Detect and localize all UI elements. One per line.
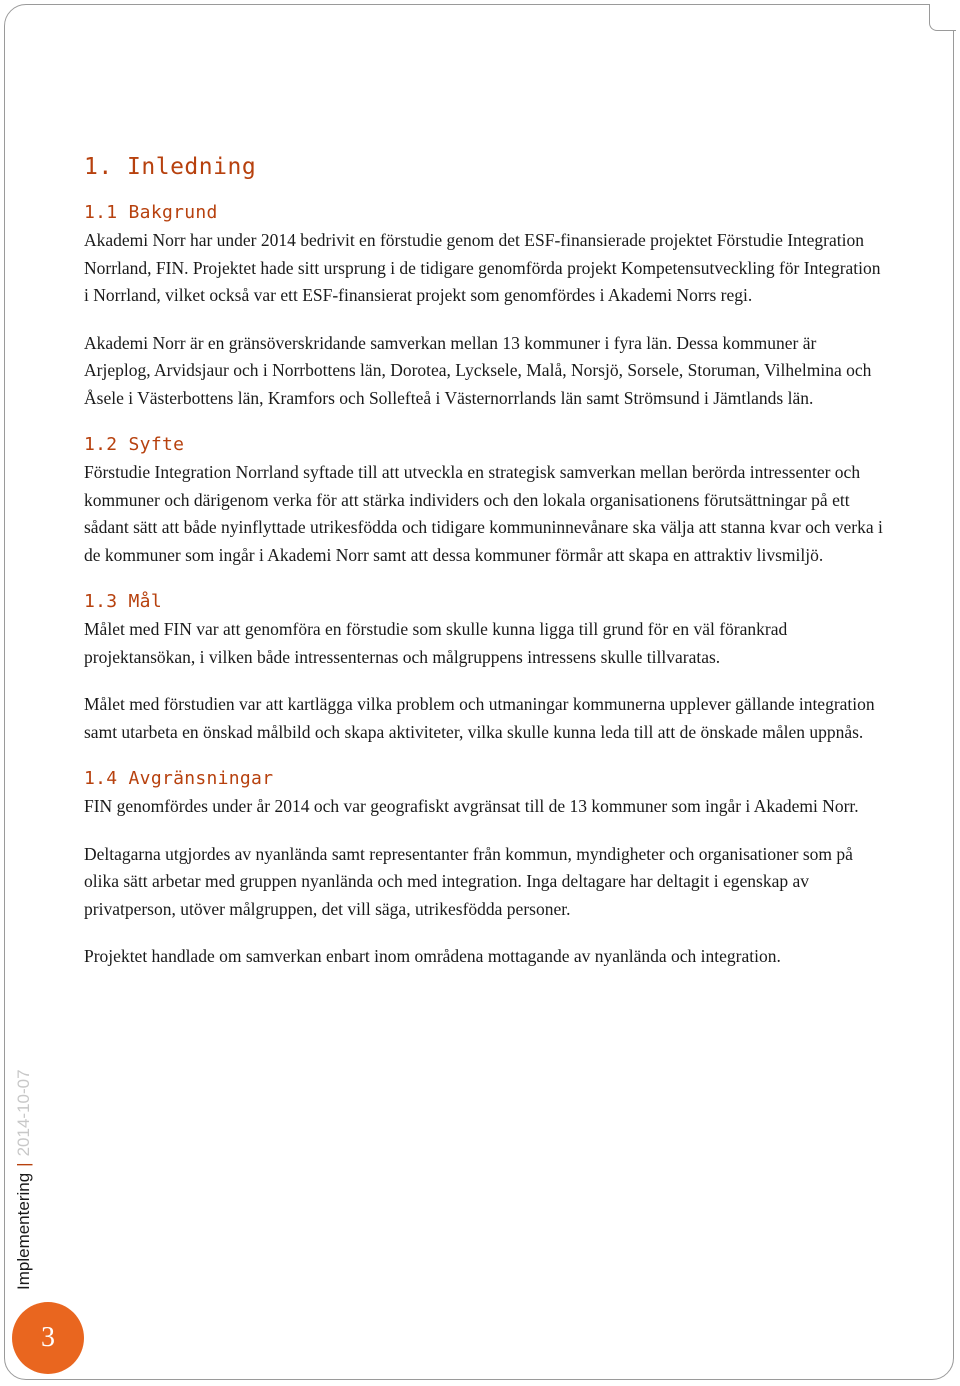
paragraph-mal-1: Målet med FIN var att genomföra en förstudie som skulle kunna ligga till grund för en väl förankrad projektansökan, i vilken både intressenternas och målgruppens intressens skulle tillvaratas. [84, 619, 788, 667]
paragraph-avgransningar-3: Projektet handlade om samverkan enbart inom områdena mottagande av nyanlända och integration. [84, 946, 781, 966]
section-heading-mal: 1.3 Mål [84, 591, 162, 612]
page-number: 3 [41, 1322, 55, 1353]
paragraph-syfte-1: Förstudie Integration Norrland syftade till att utveckla en strategisk samverkan mellan berörda intressenter och kommuner och därigenom verka för att stärka individers och den lokala organisationens förutsättningar på ett sådant sätt att både nyinflyttade utrikesfödda och tidigare kommuninnevånare ska välja att stanna kvar och verka i de kommuner som ingår i Akademi Norr samt att dessa kommuner förmår att skapa en attraktiv livsmiljö. [84, 462, 883, 565]
paragraph-bakgrund-2: Akademi Norr är en gränsöverskridande samverkan mellan 13 kommuner i fyra län. Dessa kommuner är Arjeplog, Arvidsjaur och i Norrbottens län, Dorotea, Lycksele, Malå, Norsjö, Sorsele, Storuman, Vilhelmina och Åsele i Västerbottens län, Kramfors och Sollefteå i Västernorrlands län samt Strömsund i Jämtlands län. [84, 332, 872, 408]
sidebar-date: 2014-10-07 [14, 1069, 33, 1157]
section-heading-avgransningar: 1.4 Avgränsningar [84, 768, 274, 789]
paragraph-avgransningar-2: Deltagarna utgjordes av nyanlända samt representanter från kommun, myndigheter och organisationer som på olika sätt arbetar med gruppen nyanlända och med integration. Inga deltagare har deltagit i egenskap av privatperson, utöver målgruppen, det vill säga, utrikesfödda personer. [84, 843, 853, 919]
section-heading-bakgrund: 1.1 Bakgrund [84, 202, 218, 223]
chapter-heading: 1. Inledning [84, 154, 257, 180]
paragraph-mal-2: Målet med förstudien var att kartlägga vilka problem och utmaningar kommunerna upplever gällande integration samt utarbeta en önskad målbild och skapa aktiviteter, vilka skulle kunna leda till att de önskade målen uppnås. [84, 694, 875, 742]
section-heading-syfte: 1.2 Syfte [84, 434, 185, 455]
paragraph-bakgrund-1: Akademi Norr har under 2014 bedrivit en förstudie genom det ESF-finansierade projektet Förstudie Integration Norrland, FIN. Projektet hade sitt ursprung i de tidigare genomförda projekt Kompetensutveckling för Integration i Norrland, vilket också var ett ESF-finansierat projekt som genomfördes i Akademi Norrs regi. [84, 230, 881, 305]
document-body [84, 150, 884, 971]
sidebar-label: Implementering [14, 1172, 33, 1290]
paragraph-avgransningar-1: FIN genomfördes under år 2014 och var geografiskt avgränsat till de 13 kommuner som ingår i Akademi Norr. [84, 796, 859, 816]
sidebar-separator: | [14, 1162, 33, 1167]
page-corner-decoration [929, 4, 956, 31]
sidebar-footer [14, 1069, 34, 1290]
